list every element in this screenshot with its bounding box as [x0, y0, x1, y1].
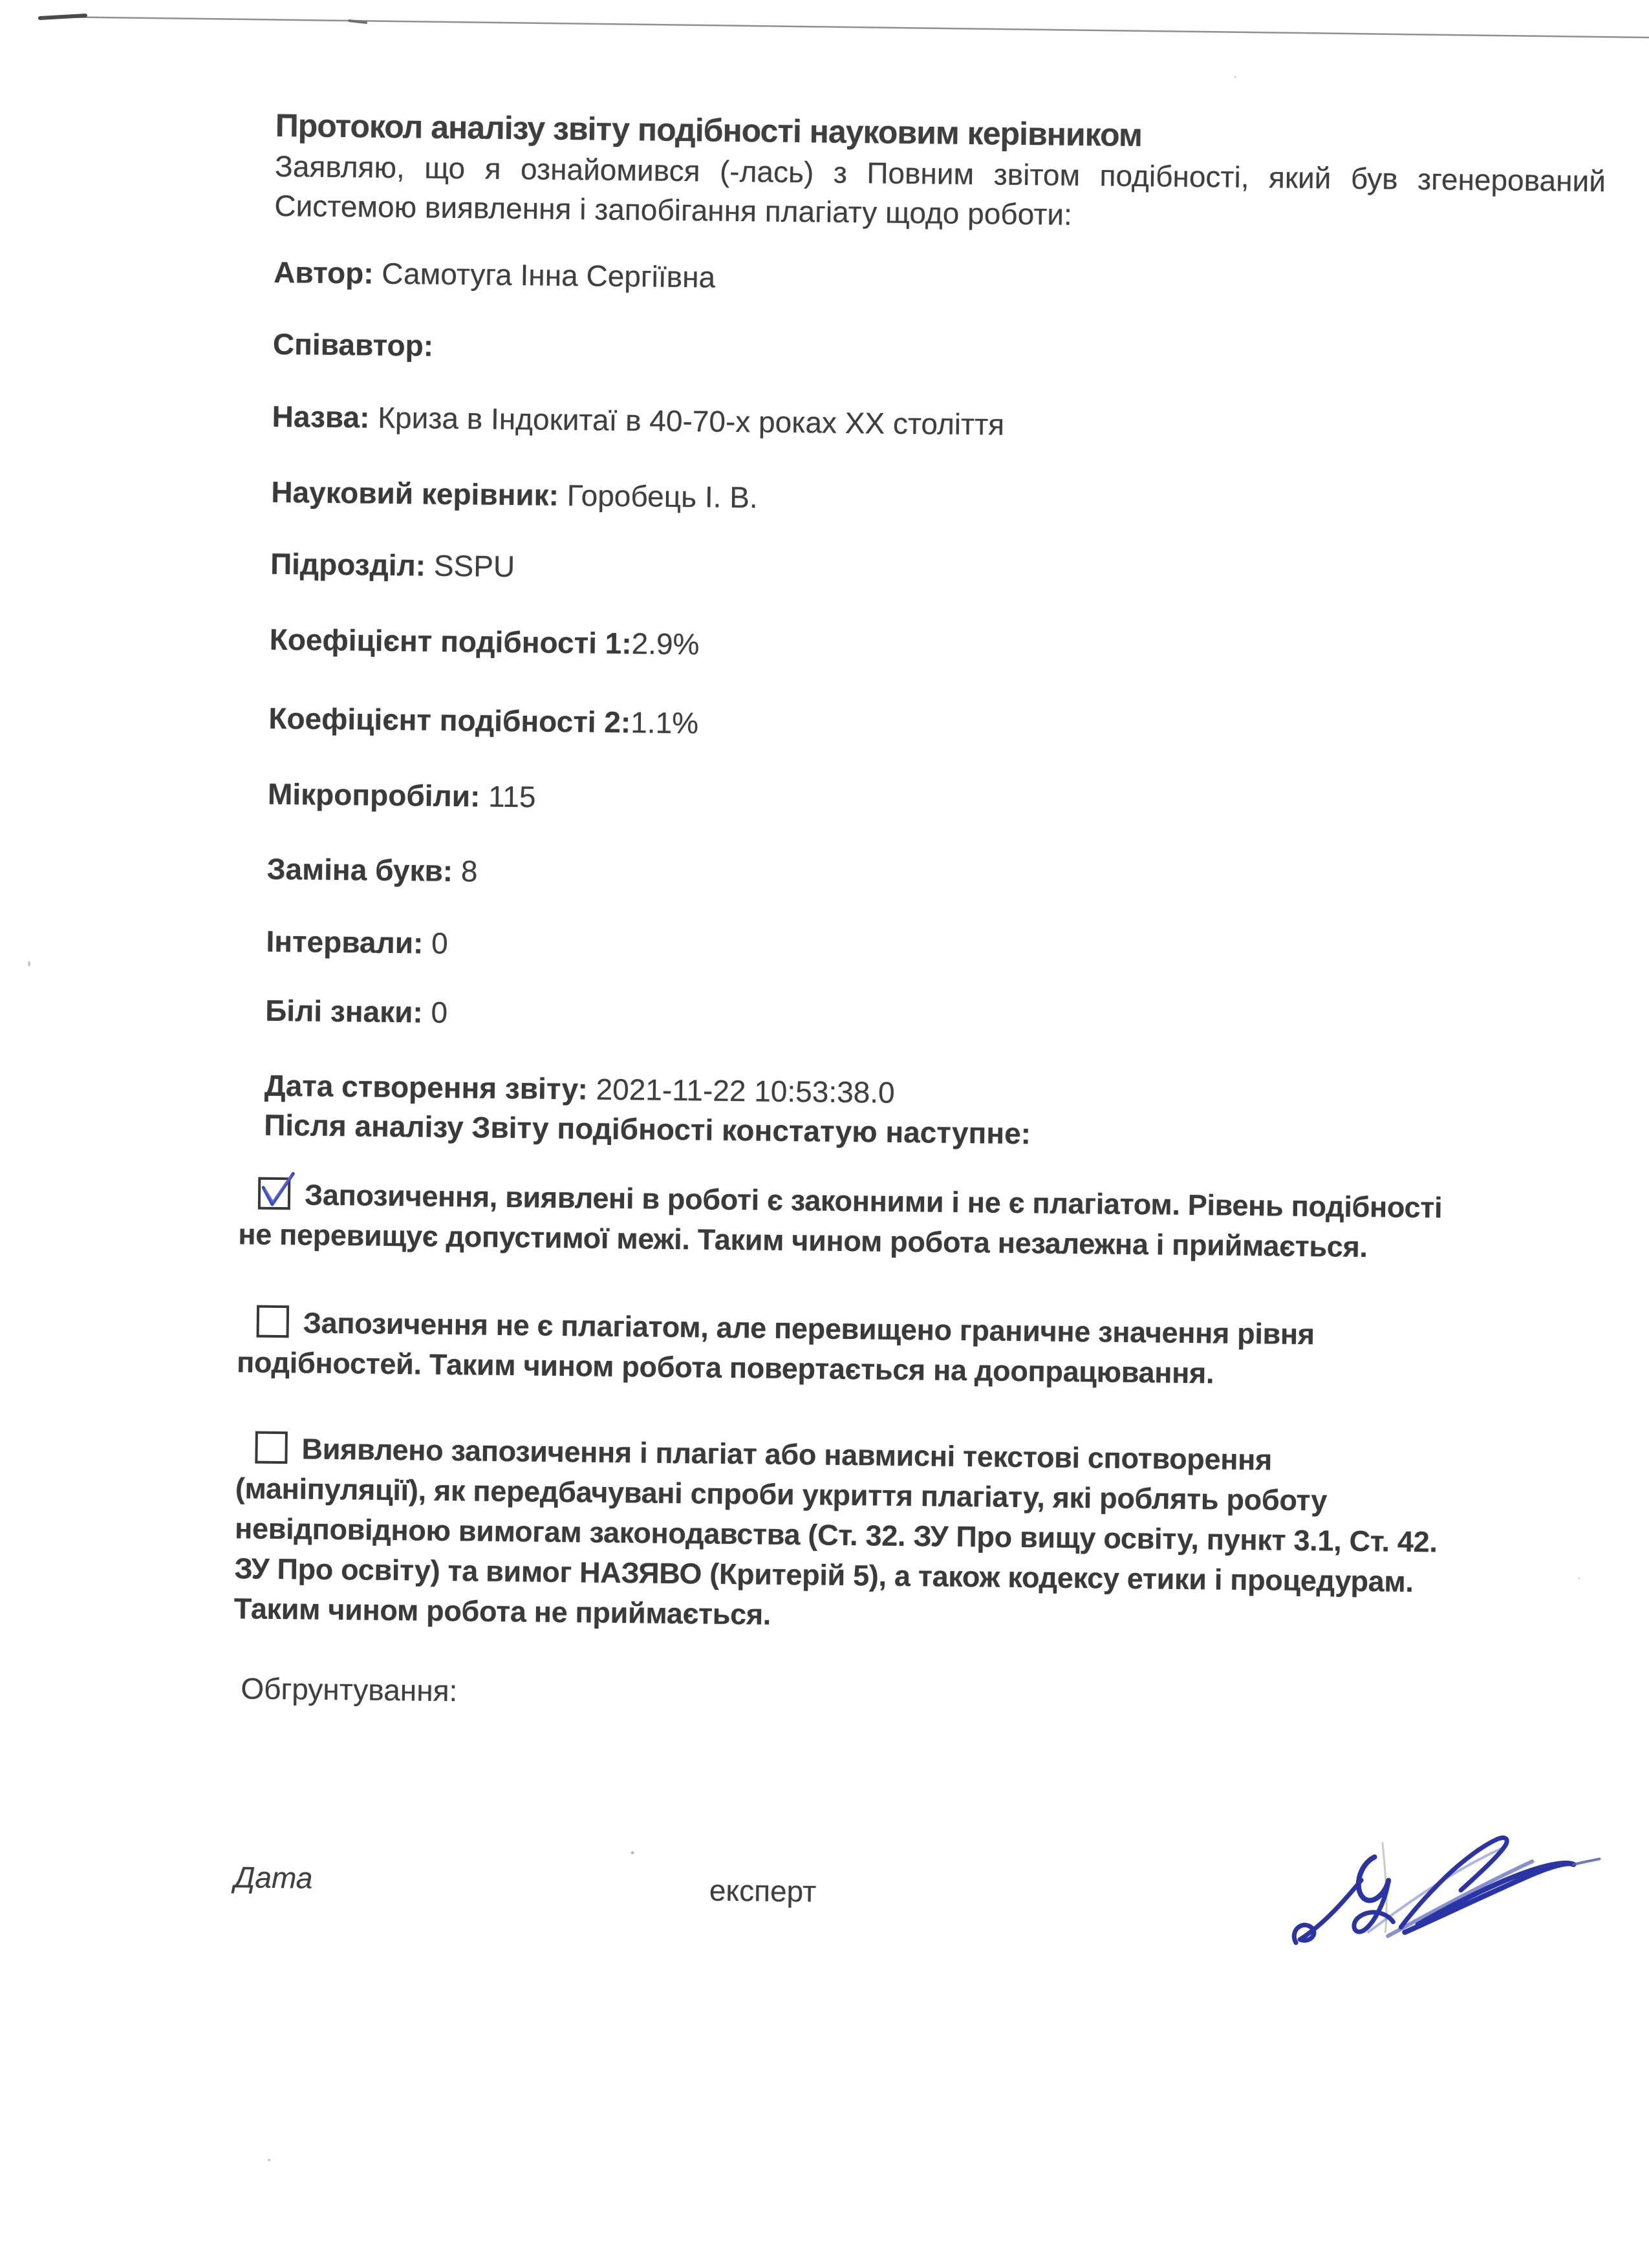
intro-line-1: Заявляю, що я ознайомився (-лась) з Повним звітом подібності, який був згенерований — [274, 149, 1606, 198]
conclusion-option-3 — [233, 1428, 1438, 1642]
field-value: Криза в Індокитаї в 40-70-х роках ХХ століття — [369, 400, 1005, 442]
option-text: Запозичення, виявлені в роботі є законними і не є плагіатом. Рівень подібності — [304, 1178, 1443, 1225]
field-label: Назва: — [272, 399, 370, 434]
field-value: 8 — [452, 854, 478, 888]
field-row — [266, 924, 448, 961]
dust-speck — [1578, 1578, 1580, 1579]
field-label: Коефіцієнт подібності 2: — [268, 701, 631, 740]
expert-label: експерт — [709, 1873, 817, 1909]
option-text: Таким чином робота не приймається. — [233, 1592, 771, 1631]
field-row — [270, 622, 700, 662]
field-label: Науковий керівник: — [271, 475, 559, 512]
document-title: Протокол аналізу звіту подібності науковим керівником — [275, 107, 1143, 154]
justification-label: Обгрунтування: — [241, 1671, 458, 1708]
field-row — [271, 475, 758, 515]
field-value: 115 — [480, 779, 536, 814]
field-value: 0 — [423, 926, 449, 960]
conclusion-option-2 — [237, 1302, 1315, 1395]
field-label: Підрозділ: — [270, 546, 426, 583]
option-text: не перевищує допустимої межі. Таким чином робота незалежна і приймається. — [238, 1217, 1368, 1264]
report-date-row — [264, 1068, 895, 1110]
field-row — [266, 851, 477, 889]
option-text: Виявлено запозичення і плагіат або навмисні текстові спотворення — [301, 1432, 1273, 1477]
option-text: ЗУ Про освіту) та вимог НАЗЯВО (Критерій 5), а також кодексу етики і процедурам. — [234, 1552, 1414, 1598]
field-value: 0 — [422, 995, 448, 1029]
field-row — [272, 399, 1004, 442]
date-signature-label: Дата — [233, 1860, 313, 1895]
report-date-label: Дата створення звіту: — [264, 1068, 588, 1106]
conclusion-option-1 — [238, 1174, 1443, 1268]
field-row — [274, 255, 715, 295]
dust-speck — [1234, 76, 1236, 78]
field-value: 2.9% — [631, 626, 700, 661]
field-row — [268, 701, 698, 741]
dust-speck — [28, 961, 30, 967]
checkbox-unchecked-icon[interactable] — [257, 1305, 290, 1338]
option-text: невідповідною вимогам законодавства (Ст. 32. ЗУ Про вищу освіту, пункт 3.1, Ст. 42. — [234, 1512, 1438, 1559]
field-label: Коефіцієнт подібності 1: — [269, 622, 632, 661]
intro-line-2: Системою виявлення і запобігання плагіату щодо роботи: — [274, 188, 1073, 231]
report-date-value: 2021-11-22 10:53:38.0 — [596, 1072, 895, 1109]
field-label: Співавтор: — [272, 326, 434, 363]
option-text: Запозичення не є плагіатом, але перевищено граничне значення рівня — [303, 1306, 1315, 1351]
field-row — [273, 326, 434, 363]
option-text: (маніпуляції), як передбачувані спроби укриття плагіату, які роблять роботу — [235, 1471, 1328, 1517]
field-label: Інтервали: — [266, 924, 424, 960]
field-value: 1.1% — [630, 705, 699, 740]
option-text: подібностей. Таким чином робота повертається на доопрацювання. — [236, 1345, 1214, 1390]
field-value: Самотуга Інна Сергіївна — [373, 256, 716, 294]
field-row — [270, 546, 515, 584]
dust-speck — [631, 1851, 634, 1854]
field-value: SSPU — [425, 548, 515, 584]
expert-signature — [1291, 1797, 1616, 1962]
field-label: Білі знаки: — [265, 993, 424, 1029]
checkbox-checked-icon[interactable] — [258, 1177, 291, 1210]
checkbox-unchecked-icon[interactable] — [255, 1431, 288, 1464]
intro-paragraph — [274, 147, 1606, 241]
field-row — [265, 993, 447, 1030]
field-label: Мікропробіли: — [267, 776, 480, 813]
field-row — [268, 776, 536, 815]
field-label: Заміна букв: — [266, 851, 453, 888]
statement-intro: Після аналізу Звіту подібності констатую наступне: — [263, 1107, 1031, 1151]
field-value: Горобець І. В. — [558, 478, 759, 515]
field-label: Автор: — [273, 255, 374, 290]
dust-speck — [268, 2159, 270, 2161]
